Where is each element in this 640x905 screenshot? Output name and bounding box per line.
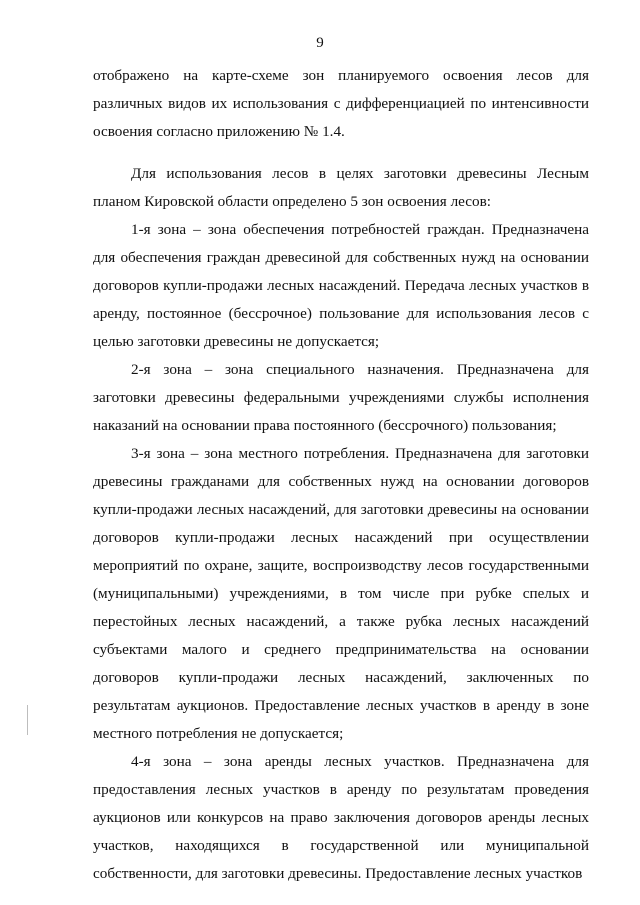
paragraph-zone-4: 4-я зона – зона аренды лесных участков. Предназначена для предоставления лесных участков в аренду по результатам проведения аукционов или конкурсов на право заключения договоров аренды лесных участков, находящихся в государственной или муниципальной собственности, для заготовки древесины. Предоставление лесных участков (93, 753, 589, 882)
paragraph-zones-overview: Для использования лесов в целях заготовки древесины Лесным планом Кировской области определено 5 зон освоения лесов: (93, 165, 589, 210)
paragraph-intro-continuation: отображено на карте-схеме зон планируемого освоения лесов для различных видов их использования с дифференциацией по интенсивности освоения согласно приложению № 1.4. (93, 67, 589, 140)
paragraph-zone-1: 1-я зона – зона обеспечения потребностей граждан. Предназначена для обеспечения граждан древесиной для собственных нужд на основании договоров купли-продажи лесных насаждений. Передача лесных участков в аренду, постоянное (бессрочное) пользование для использования лесов с целью заготовки древесины не допускается; (93, 221, 589, 350)
document-body (93, 62, 589, 888)
scan-margin-mark (27, 705, 28, 735)
page-number: 9 (316, 35, 324, 51)
paragraph-zone-2: 2-я зона – зона специального назначения. Предназначена для заготовки древесины федеральными учреждениями службы исполнения наказаний на основании права постоянного (бессрочного) пользования; (93, 361, 589, 434)
paragraph-zone-3: 3-я зона – зона местного потребления. Предназначена для заготовки древесины гражданами для собственных нужд на основании договоров купли-продажи лесных насаждений, для заготовки древесины на основании договоров купли-продажи лесных насаждений при осуществлении мероприятий по охране, защите, воспроизводству лесов государственными (муниципальными) учреждениями, в том числе при рубке спелых и перестойных лесных насаждений, а также рубка лесных насаждений субъектами малого и среднего предпринимательства на основании договоров купли-продажи лесных насаждений, заключенных по результатам аукционов. Предоставление лесных участков в аренду в зоне местного потребления не допускается; (93, 445, 589, 742)
